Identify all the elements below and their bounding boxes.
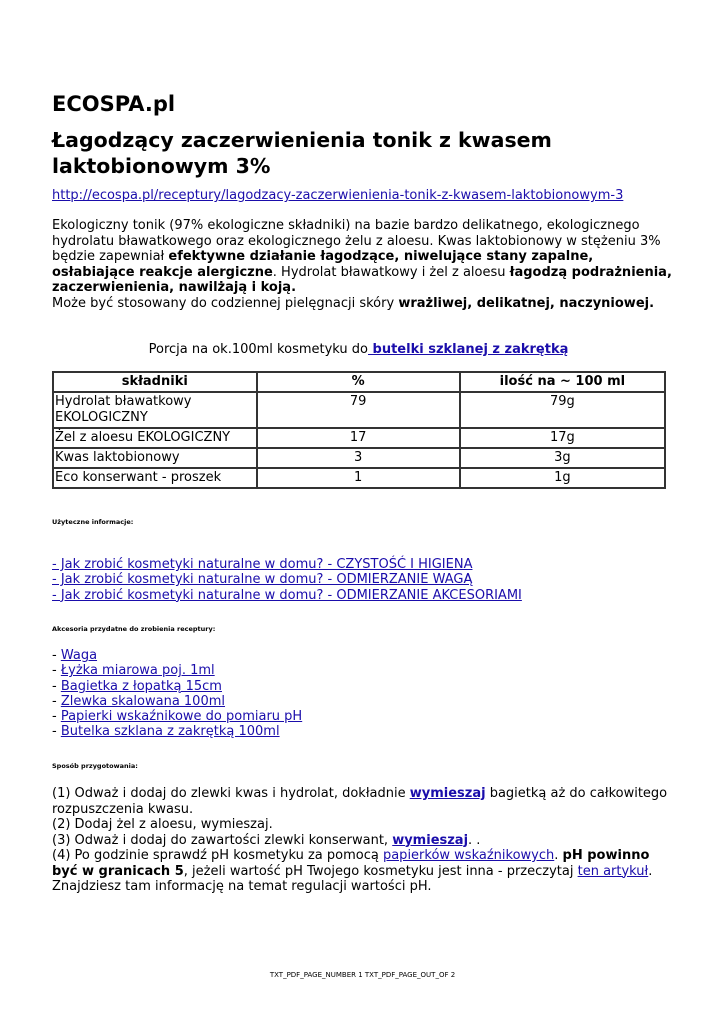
useful-info-heading: Użyteczne informacje: (52, 518, 134, 526)
list-item: - Papierki wskaźnikowe do pomiaru pH (52, 709, 303, 725)
intro-bold-1: efektywne działanie łagodzące, niwelujące stany zapalne, osłabiające reakcje alergiczne (52, 249, 594, 280)
site-name: ECOSPA.pl (52, 92, 176, 116)
cell-amount: 17g (460, 428, 665, 448)
page-footer: TXT_PDF_PAGE_NUMBER 1 TXT_PDF_PAGE_OUT_OF 2 (269, 971, 456, 979)
ingredients-table (52, 371, 666, 489)
step-4: (4) Po godzinie sprawdź pH kosmetyku za pomocą papierków wskaźnikowych. pH powinno być w granicach 5, jeżeli wartość pH Twojego kosmetyku jest inna - przeczytaj ten artykuł. Znajdziesz tam informację na temat regulacji wartości pH. (52, 848, 653, 894)
cell-amount: 3g (460, 448, 665, 468)
table-row (53, 448, 665, 468)
intro-bold-2: łagodzą podrażnienia, zaczerwienienia, nawilżają i koją. (52, 264, 672, 296)
cell-ingredient: Kwas laktobionowy (53, 448, 257, 468)
cell-ingredient: Eco konserwant - proszek (53, 468, 257, 488)
recipe-title: Łagodzący zaczerwienienia tonik z kwasem laktobionowym 3% (52, 128, 552, 178)
measuring-spoon-link[interactable]: Łyżka miarowa poj. 1ml (60, 663, 215, 679)
step-1: (1) Odważ i dodaj do zlewki kwas i hydrolat, dokładnie wymieszaj bagietką aż do całkowitego rozpuszczenia kwasu. (52, 786, 668, 817)
list-item: - Waga (52, 648, 98, 663)
indicator-strips-link[interactable]: papierków wskaźnikowych (382, 848, 555, 863)
intro-text-1: Ekologiczny tonik (97% ekologiczne składniki) na bazie bardzo delikatnego, ekologicznego hydrolatu bławatkowego oraz ekologicznego żelu z aloesu. Kwas laktobionowy w stężeniu 3% będzie zapewniał (52, 218, 661, 265)
ph-strips-link[interactable]: Papierki wskaźnikowe do pomiaru pH (60, 709, 303, 725)
table-row (53, 392, 665, 428)
recipe-url-link[interactable]: http://ecospa.pl/receptury/lagodzacy-zaczerwienienia-tonik-z-kwasem-laktobionowym-3 (52, 188, 624, 203)
useful-info-links (52, 557, 522, 603)
cell-ingredient: Żel z aloesu EKOLOGICZNY (53, 428, 257, 448)
cell-percent: 17 (257, 428, 460, 448)
header-percent: % (257, 372, 460, 392)
intro-paragraph (52, 218, 672, 296)
intro-text-2: . Hydrolat bławatkowy i żel z aloesu (272, 264, 510, 280)
usage-paragraph (52, 296, 672, 311)
cell-ingredient: Hydrolat bławatkowy EKOLOGICZNY (53, 392, 257, 428)
step-3: (3) Odważ i dodaj do zawartości zlewki konserwant, wymieszaj. . (52, 832, 481, 848)
usage-bold: wrażliwej, delikatnej, naczyniowej. (398, 296, 655, 311)
table-header-row (53, 372, 665, 392)
list-item: - Butelka szklana z zakrętką 100ml (52, 724, 280, 740)
table-row (53, 428, 665, 448)
mix-link[interactable]: wymieszaj (409, 786, 486, 801)
cell-percent: 1 (257, 468, 460, 488)
accessories-measuring-link[interactable]: - Jak zrobić kosmetyki naturalne w domu? - ODMIERZANIE AKCESORIAMI (52, 587, 522, 603)
portion-text: Porcja na ok.100ml kosmetyku do (148, 342, 368, 357)
cell-percent: 3 (257, 448, 460, 468)
list-item: - Łyżka miarowa poj. 1ml (52, 663, 215, 679)
cell-amount: 1g (460, 468, 665, 488)
mix-link[interactable]: wymieszaj (392, 832, 469, 848)
portion-line (52, 342, 665, 357)
list-item: - Bagietka z łopatką 15cm (52, 678, 222, 694)
usage-text: Może być stosowany do codziennej pielęgnacji skóry (52, 296, 399, 311)
accessories-list (52, 648, 302, 740)
ph-range-bold: pH powinno być w granicach 5 (52, 848, 650, 879)
beaker-link[interactable]: Zlewka skalowana 100ml (60, 693, 226, 709)
header-amount: ilość na ~ 100 ml (460, 372, 665, 392)
stirring-rod-link[interactable]: Bagietka z łopatką 15cm (60, 678, 222, 694)
article-link[interactable]: ten artykuł (577, 863, 649, 879)
cell-percent: 79 (257, 392, 460, 428)
bottle-link[interactable]: butelki szklanej z zakrętką (368, 342, 569, 357)
glass-bottle-link[interactable]: Butelka szklana z zakrętką 100ml (60, 724, 280, 740)
scale-measuring-link[interactable]: - Jak zrobić kosmetyki naturalne w domu? - ODMIERZANIE WAGĄ (52, 572, 473, 588)
accessories-heading: Akcesoria przydatne do zrobienia receptury: (52, 625, 216, 633)
table-row (53, 468, 665, 488)
step-2: (2) Dodaj żel z aloesu, wymieszaj. (52, 817, 273, 832)
header-ingredients: składniki (53, 372, 257, 392)
scale-link[interactable]: Waga (60, 648, 98, 663)
preparation-steps (52, 786, 672, 895)
hygiene-link[interactable]: - Jak zrobić kosmetyki naturalne w domu? - CZYSTOŚĆ I HIGIENA (52, 557, 473, 572)
cell-amount: 79g (460, 392, 665, 428)
list-item: - Zlewka skalowana 100ml (52, 693, 226, 709)
preparation-heading: Sposób przygotowania: (52, 762, 138, 770)
